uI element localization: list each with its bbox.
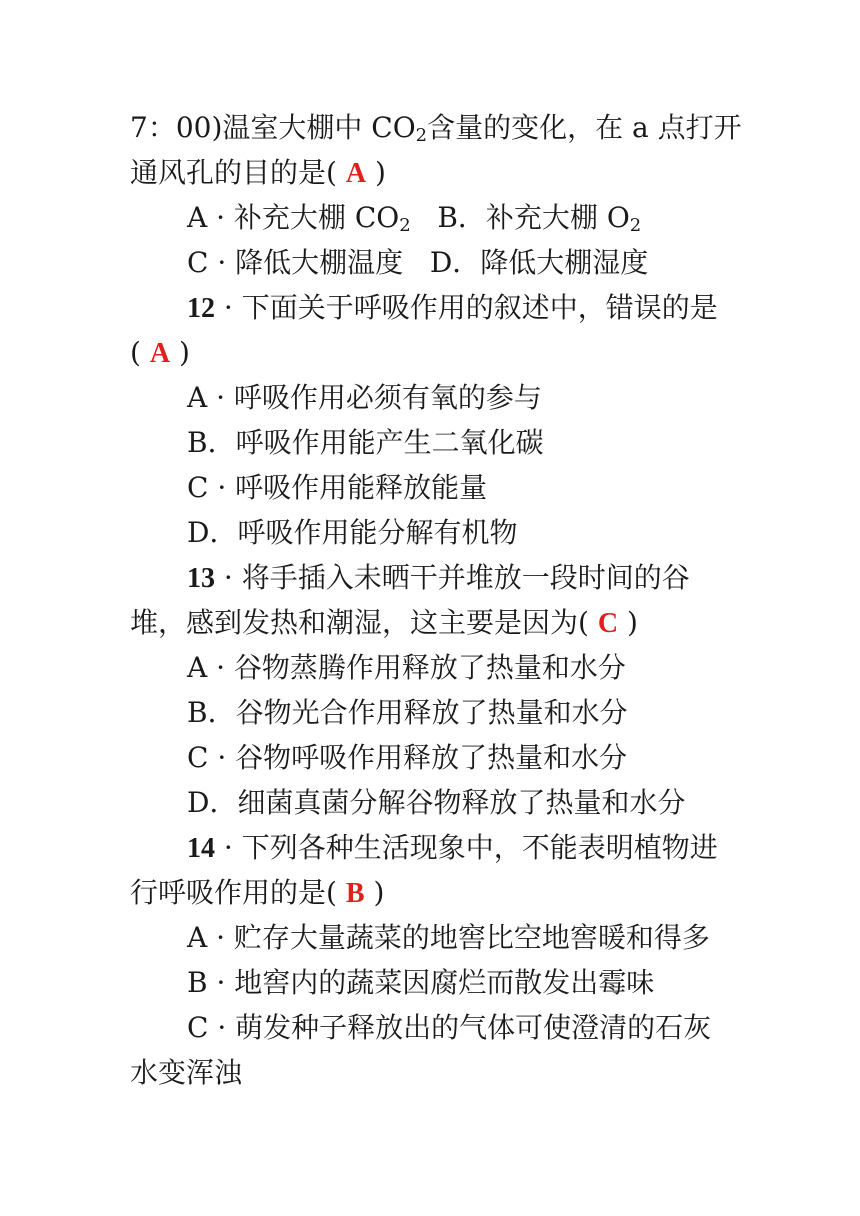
q12-option-d: D．呼吸作用能分解有机物 [187,516,518,549]
q11-options-ab: A · 补充大棚 $CO_2$ B．补充大棚 $O_2$ [187,201,642,236]
q14-stem-line1: 14 · 下列各种生活现象中，不能表明植物进 [187,831,718,864]
q13-number: 13 [187,563,215,594]
q13-option-c: C · 谷物呼吸作用释放了热量和水分 [187,741,628,774]
q14-option-c-line2: 水变浑浊 [130,1056,243,1089]
q13-answer: C [597,608,619,639]
q13-stem-line2: 堆，感到发热和潮湿，这主要是因为( C ) [130,606,638,639]
q14-option-a: A · 贮存大量蔬菜的地窖比空地窖暖和得多 [187,921,710,954]
q12-answer-line: ( A ) [130,336,190,369]
q14-answer: B [345,878,365,909]
q13-option-d: D．细菌真菌分解谷物释放了热量和水分 [187,786,686,819]
q12-option-b: B．呼吸作用能产生二氧化碳 [187,426,544,459]
q12-option-c: C · 呼吸作用能释放能量 [187,471,488,504]
q14-option-b: B · 地窖内的蔬菜因腐烂而散发出霉味 [187,966,655,999]
q11-options-cd: C · 降低大棚温度 D．降低大棚湿度 [187,246,649,279]
q12-answer: A [149,338,171,369]
q13-option-a: A · 谷物蒸腾作用释放了热量和水分 [187,651,626,684]
q14-number: 14 [187,833,215,864]
q12-stem: 12 · 下面关于呼吸作用的叙述中，错误的是 [187,291,718,324]
q13-option-b: B．谷物光合作用释放了热量和水分 [187,696,628,729]
q14-stem-line2: 行呼吸作用的是( B ) [130,876,385,909]
q12-option-a: A · 呼吸作用必须有氧的参与 [187,381,542,414]
q12-number: 12 [187,293,215,324]
q11-stem-line1: 7：00)温室大棚中 $CO_2$含量的变化，在 a 点打开 [130,111,742,146]
q11-stem-line2: 通风孔的目的是( A ) [130,156,386,189]
q14-option-c-line1: C · 萌发种子释放出的气体可使澄清的石灰 [187,1011,712,1044]
q11-answer: A [345,158,367,189]
q13-stem-line1: 13 · 将手插入未晒干并堆放一段时间的谷 [187,561,690,594]
